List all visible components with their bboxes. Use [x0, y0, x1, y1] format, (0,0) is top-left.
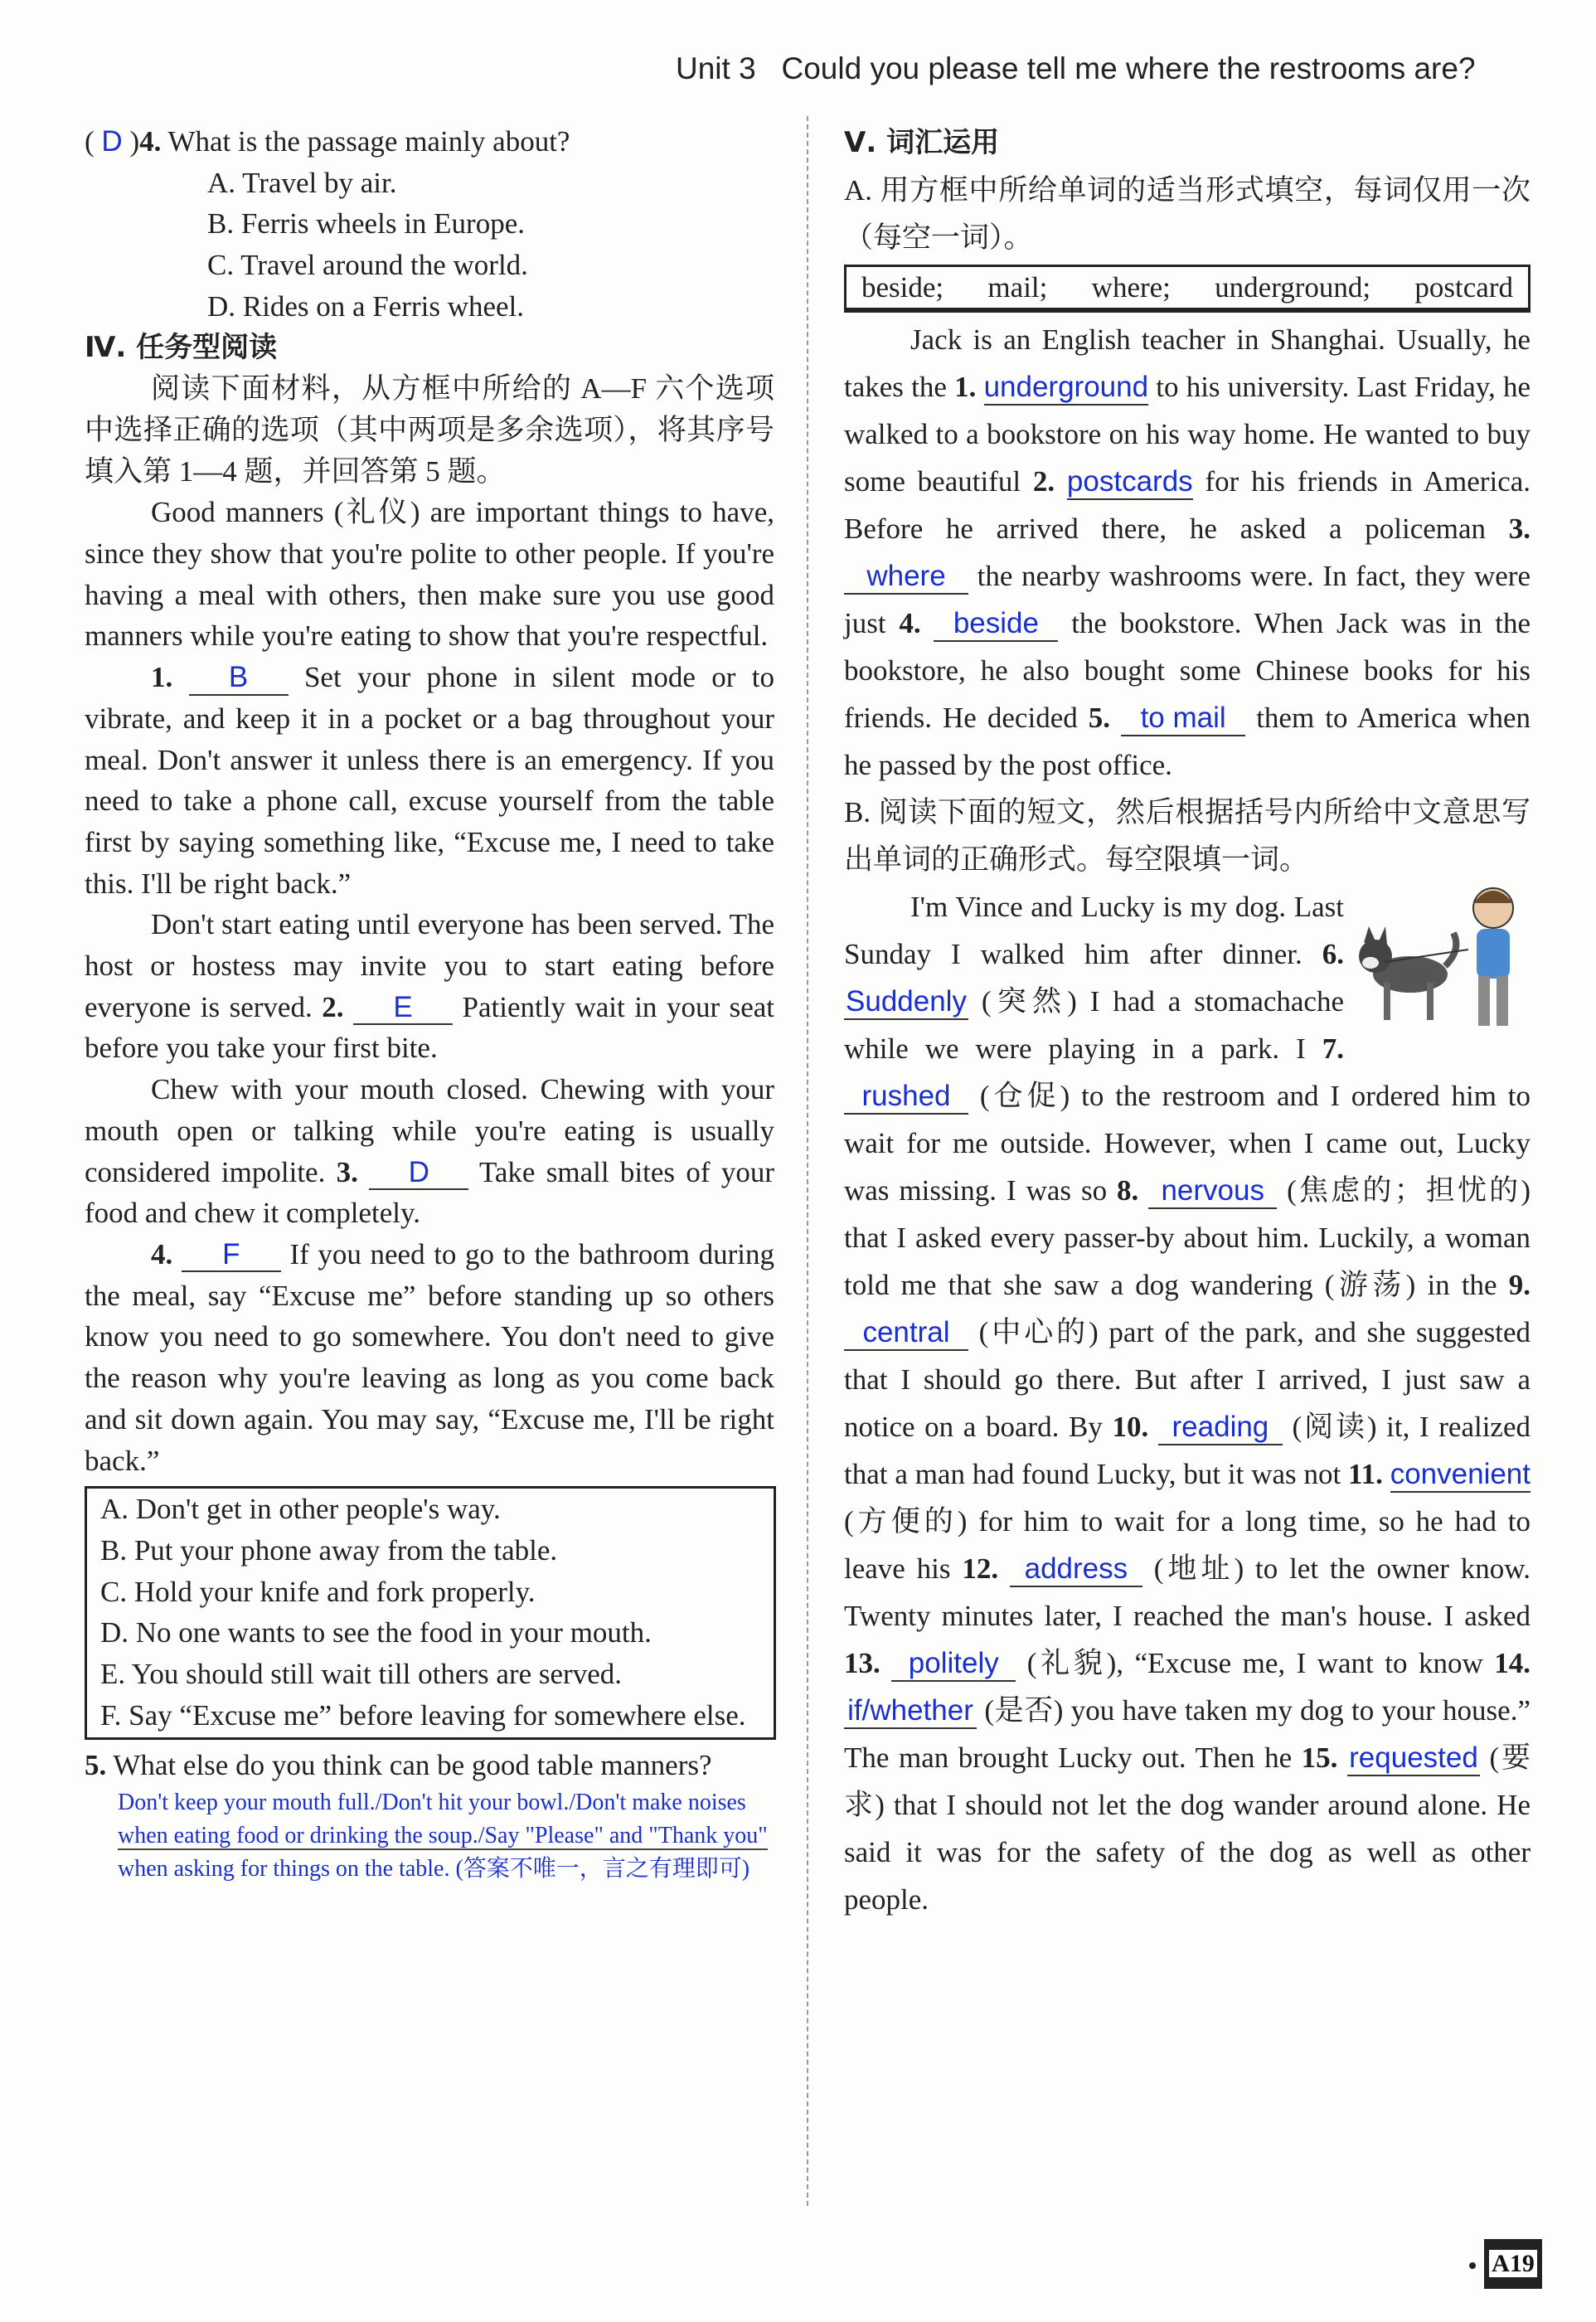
- passage-text: Don't start eating until everyone has been served. The host or hostess may invite you to start eating before everyone is served.: [85, 908, 774, 1023]
- passage-text: (仓促) to the restroom and I ordered him to wait for me outside. However, when I came out, Lucky was missing. I was so: [844, 1080, 1531, 1207]
- answer-blank[interactable]: nervous: [1148, 1175, 1277, 1209]
- section-4-heading: Ⅳ. 任务型阅读: [85, 330, 278, 364]
- answer-blank[interactable]: B: [189, 662, 289, 696]
- blank-number: 12.: [962, 1552, 1010, 1585]
- part-a-instructions: A. 用方框中所给单词的适当形式填空，每词仅用一次（每空一词）。: [844, 174, 1531, 254]
- passage-text: (阅读) it, I realized that a man had found Lucky, but it was not: [844, 1411, 1531, 1490]
- answer-blank[interactable]: to mail: [1121, 702, 1245, 736]
- blank-number: 13.: [844, 1647, 892, 1679]
- blank-number: 2.: [1032, 465, 1067, 498]
- passage-text: for his friends in America. Before he arrived there, he asked a policeman: [844, 465, 1531, 545]
- blank-number: 11.: [1348, 1458, 1390, 1490]
- section-4-instructions: 阅读下面材料，从方框中所给的 A—F 六个选项中选择正确的选项（其中两项是多余选项），将其序号填入第 1—4 题，并回答第 5 题。: [85, 372, 774, 488]
- passage-text: Jack is an English teacher in Shanghai. Usually, he takes the: [844, 323, 1531, 403]
- passage-text: the nearby washrooms were. In fact, they were just: [844, 560, 1531, 639]
- q5-answer-line: when asking for things on the table. (答案不唯一，言之有理即可): [118, 1856, 750, 1882]
- blank-number: 5.: [1088, 702, 1122, 734]
- reading-passage: [85, 492, 774, 1481]
- q4-option: C. Travel around the world.: [207, 249, 528, 282]
- passage-text: to his university. Last Friday, he walked to a bookstore on his way home. He wanted to buy some beautiful: [844, 371, 1531, 498]
- dog-icon: [1359, 926, 1456, 1020]
- passage-text: (焦虑的；担忧的) that I asked every passer-by about him. Luckily, a woman told me that she saw a dog wandering (游荡) in the: [844, 1174, 1531, 1301]
- q4-number: 4.: [139, 125, 162, 158]
- answer-blank[interactable]: postcards: [1067, 466, 1193, 500]
- passage-text: them to America when he passed by the post office.: [844, 702, 1531, 781]
- blank-number: 7.: [1322, 1032, 1344, 1065]
- question-4: ( D )4. What is the passage mainly about?: [85, 125, 570, 158]
- answer-blank[interactable]: central: [844, 1317, 968, 1351]
- passage-text: (是否) you have taken my dog to your house.” The man brought Lucky out. Then he: [844, 1694, 1531, 1774]
- answer-blank[interactable]: Suddenly: [844, 986, 968, 1020]
- passage-text: If you need to go to the bathroom during the meal, say “Excuse me” before standing up so others know you need to go somewhere. You don't need to give the reason why you're leaving as long as you come back and sit down again. You may say, “Excuse me, I'll be right back.”: [85, 1237, 775, 1477]
- passage-text: (地址) to let the owner know. Twenty minutes later, I reached the man's house. I asked: [844, 1552, 1531, 1632]
- answer-blank[interactable]: requested: [1347, 1742, 1480, 1776]
- answer-blank[interactable]: politely: [891, 1648, 1016, 1682]
- passage-paragraph: [85, 1234, 774, 1481]
- passage-paragraph: [85, 904, 774, 1069]
- blank-number: 8.: [1117, 1174, 1149, 1207]
- answer-blank[interactable]: reading: [1158, 1411, 1283, 1445]
- passage-text: (礼貌), “Excuse me, I want to know: [1016, 1647, 1495, 1679]
- answer-blank[interactable]: beside: [934, 608, 1058, 642]
- passage-paragraph: [85, 657, 774, 904]
- boy-walking-dog-illustration: [1352, 883, 1526, 1037]
- q4-option: B. Ferris wheels in Europe.: [207, 207, 525, 240]
- part-b-instructions: B. 阅读下面的短文，然后根据括号内所给中文意思写出单词的正确形式。每空限填一词。: [844, 796, 1531, 876]
- left-column: [85, 121, 774, 1886]
- page-dot: [1469, 2262, 1476, 2269]
- option-item: C. Hold your knife and fork properly.: [100, 1575, 536, 1608]
- passage-text: I'm Vince and Lucky is my dog. Last Sunday I walked him after dinner.: [844, 891, 1344, 970]
- q5-number: 5.: [85, 1749, 107, 1782]
- passage-text: Chew with your mouth closed. Chewing with your mouth open or talking while you're eating is usually considered impolite.: [85, 1073, 774, 1188]
- blank-number: 10.: [1112, 1411, 1158, 1443]
- right-column: [844, 119, 1531, 1923]
- option-item: B. Put your phone away from the table.: [100, 1533, 558, 1567]
- answer-blank[interactable]: convenient: [1390, 1459, 1531, 1493]
- passage-text: Take small bites of your food and chew it completely.: [85, 1155, 774, 1230]
- blank-number: 3.: [336, 1155, 370, 1188]
- passage-text: (方便的) for him to wait for a long time, so he had to leave his: [844, 1505, 1531, 1585]
- answer-blank[interactable]: rushed: [844, 1081, 968, 1115]
- answer-blank[interactable]: D: [369, 1157, 468, 1191]
- page-number: [1484, 2239, 1542, 2289]
- section-5-heading: Ⅴ. 词汇运用: [844, 126, 1000, 159]
- answer-blank[interactable]: where: [844, 561, 968, 595]
- answer-blank[interactable]: underground: [984, 372, 1149, 406]
- passage-text: Set your phone in silent mode or to vibrate, and keep it in a pocket or a bag throughout your meal. Don't answer it unless there is an emergency. If you need to take a phone call, excuse yourself from the table first by saying something like, “Excuse me, I need to take this. I'll be right back.”: [85, 661, 775, 900]
- blank-number: 15.: [1301, 1742, 1347, 1774]
- passage-text: Good manners (礼仪) are important things to have, since they show that you're polite to other people. If you're having a meal with others, then make sure you use good manners while you're eating to show that you're respectful.: [85, 496, 774, 653]
- part-a-passage: [844, 316, 1531, 789]
- passage-text: Patiently wait in your seat before you take your first bite.: [85, 990, 775, 1065]
- blank-number: 9.: [1508, 1269, 1531, 1301]
- blank-number: 1.: [954, 371, 984, 403]
- passage-text: (突然) I had a stomachache while we were playing in a park. I: [844, 985, 1344, 1065]
- q5-question: What else do you think can be good table manners?: [113, 1749, 712, 1782]
- option-item: F. Say “Excuse me” before leaving for somewhere else.: [100, 1698, 746, 1732]
- page-header-title: Unit 3 Could you please tell me where the restrooms are?: [676, 51, 1476, 85]
- column-divider: [807, 116, 808, 2206]
- blank-number: 2.: [322, 990, 353, 1023]
- word-box: beside; mail; where; underground; postcard: [844, 265, 1531, 313]
- question-5: [85, 1745, 774, 1786]
- blank-number: 6.: [1322, 938, 1344, 970]
- option-item: A. Don't get in other people's way.: [100, 1493, 501, 1526]
- blank-number: 14.: [1494, 1647, 1531, 1679]
- option-item: D. No one wants to see the food in your mouth.: [100, 1616, 652, 1649]
- answer-blank[interactable]: if/whether: [844, 1695, 977, 1729]
- illustration-float: [1352, 883, 1531, 1037]
- page-number-text: A19: [1489, 2250, 1537, 2277]
- answer-blank[interactable]: address: [1010, 1553, 1142, 1587]
- passage-text: (要求) that I should not let the dog wander around alone. He said it was for the safety of the dog as well as other people.: [844, 1742, 1531, 1916]
- passage-paragraph: [85, 1069, 774, 1234]
- options-box: [85, 1486, 776, 1740]
- boy-icon: [1473, 888, 1513, 1026]
- part-b-passage: [844, 883, 1531, 1923]
- q5-answer: [85, 1786, 774, 1886]
- answer-blank[interactable]: F: [182, 1239, 281, 1273]
- blank-number: 3.: [1508, 512, 1531, 545]
- blank-number: 1.: [151, 661, 189, 694]
- q5-answer-line: when eating food or drinking the soup./Say "Please" and "Thank you": [118, 1823, 768, 1849]
- q5-answer-line: Don't keep your mouth full./Don't hit your bowl./Don't make noises: [118, 1790, 746, 1816]
- blank-number: 4.: [899, 607, 934, 639]
- option-item: E. You should still wait till others are served.: [100, 1658, 622, 1691]
- passage-text: the bookstore. When Jack was in the bookstore, he also bought some Chinese books for his friends. He decided: [844, 607, 1531, 734]
- passage-paragraph: [85, 492, 774, 657]
- q4-option: A. Travel by air.: [207, 166, 397, 199]
- q4-question: What is the passage mainly about?: [167, 125, 570, 158]
- answer-blank[interactable]: E: [353, 992, 453, 1026]
- blank-number: 4.: [151, 1237, 182, 1270]
- q4-option: D. Rides on a Ferris wheel.: [207, 289, 525, 323]
- passage-text: (中心的) part of the park, and she suggested that I should go there. But after I arrived, I just saw a notice on a board. By: [844, 1316, 1531, 1443]
- q4-answer: D: [101, 125, 123, 158]
